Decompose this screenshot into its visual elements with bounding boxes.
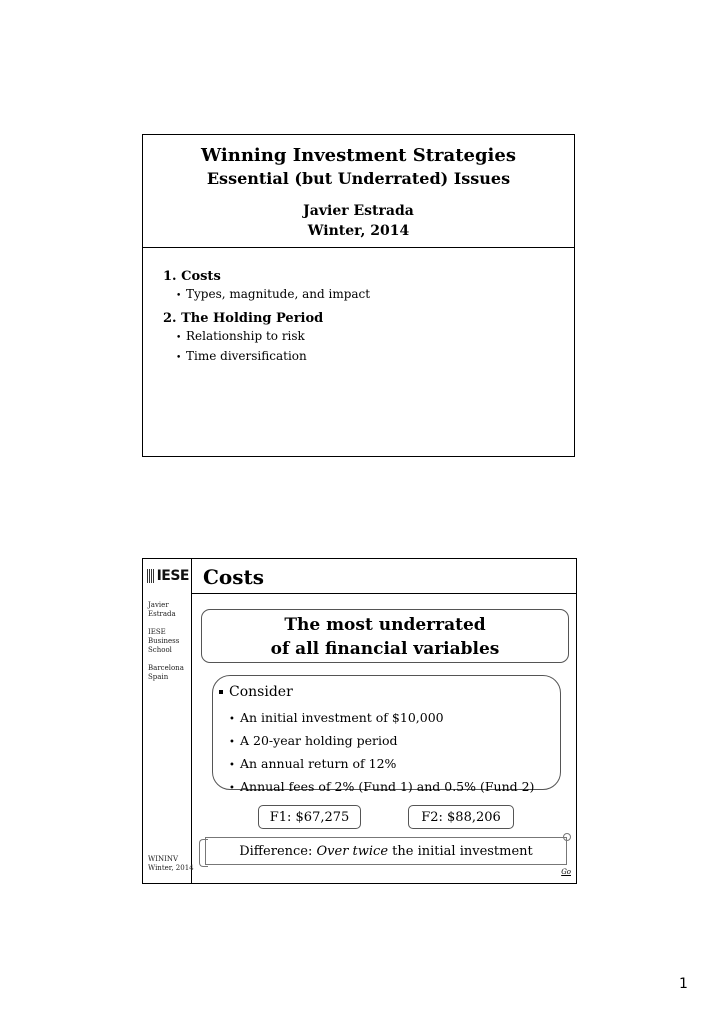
consider-list: [229, 707, 534, 799]
difference-prefix: Difference:: [239, 844, 317, 859]
consider-label: Consider: [229, 684, 293, 700]
author-name: Javier Estrada: [303, 203, 414, 219]
difference-emphasis: Over twice: [316, 844, 389, 859]
list-item-text: An annual return of 12%: [240, 756, 397, 771]
bullet-icon: •: [229, 737, 235, 748]
consider-heading: [219, 684, 293, 700]
agenda-list: [163, 269, 563, 366]
list-item: [229, 707, 534, 730]
sidebar-course: WININV Winter, 2014: [148, 855, 194, 872]
agenda-heading-holding-period: 2. The Holding Period: [163, 311, 324, 326]
headline-box: [201, 609, 569, 663]
logo-mark-icon: [147, 569, 155, 583]
slide-subtitle: Essential (but Underrated) Issues: [206, 169, 511, 188]
list-item-text: An initial investment of $10,000: [240, 710, 444, 725]
list-item: [229, 753, 534, 776]
agenda-item-text: Time diversification: [186, 349, 307, 363]
agenda-item: [176, 348, 563, 366]
header-divider: [191, 593, 576, 594]
go-link[interactable]: Go: [561, 868, 571, 876]
title-block: [143, 135, 574, 247]
difference-suffix: the initial investment: [388, 844, 533, 859]
agenda-heading-costs: 1. Costs: [163, 269, 221, 284]
slide-title: Costs: [203, 565, 265, 589]
list-item-text: A 20-year holding period: [240, 733, 398, 748]
bullet-icon: •: [176, 291, 182, 301]
headline-line-2: of all financial variables: [270, 639, 500, 659]
bullet-icon: •: [229, 760, 235, 771]
bullet-icon: •: [176, 333, 182, 343]
square-bullet-icon: [219, 690, 223, 694]
agenda-item-text: Relationship to risk: [186, 329, 305, 343]
title-slide: [142, 134, 575, 457]
difference-banner: [205, 837, 567, 865]
headline-line-1: The most underrated: [284, 615, 486, 635]
slide-title: Winning Investment Strategies: [201, 145, 516, 166]
list-item-text: Annual fees of 2% (Fund 1) and 0.5% (Fund 2): [240, 779, 535, 794]
page-number: 1: [679, 976, 688, 992]
bullet-icon: •: [176, 353, 182, 363]
fund1-result: F1: $67,275: [258, 805, 361, 829]
consider-box: [212, 675, 561, 794]
costs-slide: [142, 558, 577, 884]
presentation-date: Winter, 2014: [307, 223, 410, 239]
agenda-item: [176, 328, 563, 346]
sidebar-divider: [191, 559, 192, 883]
sidebar-location: Barcelona Spain: [148, 664, 184, 681]
bullet-icon: •: [229, 783, 235, 794]
bullet-icon: •: [229, 714, 235, 725]
list-item: [229, 776, 534, 799]
logo-text: IESE: [156, 568, 189, 584]
fund2-result: F2: $88,206: [408, 805, 514, 829]
sidebar-info: [148, 601, 190, 691]
agenda-item: [176, 286, 563, 304]
sidebar-author: Javier Estrada: [148, 601, 176, 618]
agenda-item-text: Types, magnitude, and impact: [186, 287, 371, 301]
sidebar-school: IESE Business School: [148, 628, 180, 654]
list-item: [229, 730, 534, 753]
divider: [143, 247, 574, 248]
iese-logo: [147, 567, 189, 585]
